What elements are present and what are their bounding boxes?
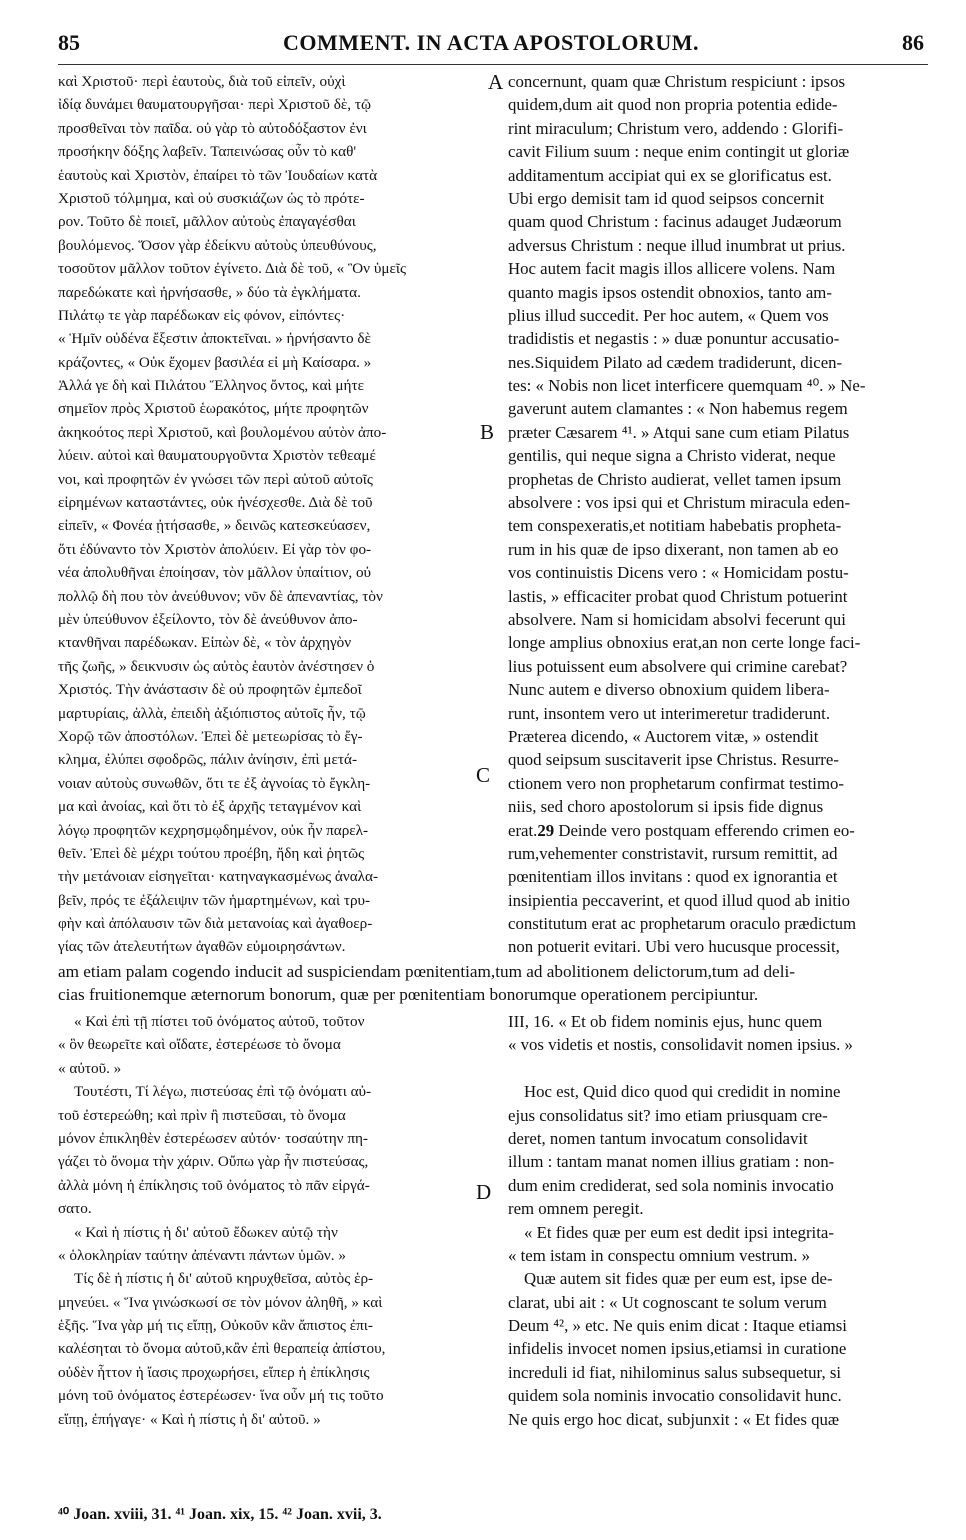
latin-line: concernunt, quam quæ Christum respiciunt : ipsos bbox=[508, 72, 845, 91]
greek-line: θεῖν. Ἐπεὶ δὲ μέχρι τούτου προέβη, ἤδη καὶ ῥητῶς bbox=[58, 844, 365, 862]
latin-line: quidem sola nominis invocatio consolidavit hunc. bbox=[508, 1386, 842, 1406]
latin-line: quam quod Christum : facinus adauget Judæorum bbox=[508, 212, 842, 232]
latin-line: nes.Siquidem Pilato ad cædem tradiderunt, dicen- bbox=[508, 352, 843, 372]
greek-line: ἰδίᾳ δυνάμει θαυματουργῆσαι· περὶ Χριστοῦ δὲ, τῷ bbox=[58, 96, 371, 114]
latin-line: « tem istam in conspectu omnium vestrum. » bbox=[508, 1245, 811, 1265]
greek-column-2 bbox=[58, 1010, 488, 1431]
greek-line: φὴν καὶ ἀπόλαυσιν τῶν διὰ μετανοίας καὶ ἀγαθοερ- bbox=[58, 915, 373, 933]
greek-line: Χριστοῦ τόλμημα, καὶ οὐ συσκιάζων ὡς τὸ πρότε- bbox=[58, 189, 365, 207]
latin-line: increduli id fiat, nihilominus salus subsequetur, si bbox=[508, 1362, 842, 1382]
greek-line: « ὃν θεωρεῖτε καὶ οἴδατε, ἐστερέωσε τὸ ὄνομα bbox=[58, 1036, 341, 1054]
latin-line: deret, nomen tantum invocatum consolidavit bbox=[508, 1128, 808, 1148]
greek-line: τοῦ ἐστερεώθη; καὶ πρὶν ἢ πιστεῦσαι, τὸ ὄνομα bbox=[58, 1106, 346, 1124]
latin-line: runt, insontem vero ut interimeretur tradiderunt. bbox=[508, 703, 831, 723]
latin-line: quanto magis ipsos ostendit obnoxios, tanto am- bbox=[508, 282, 832, 302]
latin-line: « Et fides quæ per eum est dedit ipsi integrita- bbox=[524, 1222, 834, 1242]
greek-line: « Καὶ ἐπὶ τῇ πίστει τοῦ ὀνόματος αὐτοῦ, τοῦτον bbox=[74, 1013, 365, 1030]
latin-line: Quæ autem sit fides quæ per eum est, ipse de- bbox=[524, 1269, 833, 1289]
greek-line: εἴπῃ, ἐπήγαγε· « Καὶ ἡ πίστις ἡ δι' αὐτοῦ. » bbox=[58, 1410, 321, 1428]
latin-line: illum : tantam manat nomen illius gratiam : non- bbox=[508, 1152, 835, 1172]
latin-line: plius illud succedit. Per hoc autem, « Quem vos bbox=[508, 305, 829, 325]
latin-line: præter Cæsarem ⁴¹. » Atqui sane cum etiam Pilatus bbox=[508, 422, 850, 442]
greek-line: νέα ἀπολυθῆναι ἐποίησαν, τὸν μᾶλλον ὑπαίτιον, οὐ bbox=[58, 564, 372, 582]
latin-line-text: erat. bbox=[508, 820, 538, 840]
latin-line: gentilis, qui neque signa a Christo viderat, neque bbox=[508, 446, 836, 466]
page-number-right: 86 bbox=[902, 30, 924, 55]
greek-column-1 bbox=[58, 70, 491, 959]
greek-line: Ἀλλά γε δὴ καὶ Πιλάτου Ἕλληνος ὄντος, καὶ μήτε bbox=[58, 377, 364, 395]
margin-marker-d: D bbox=[476, 1180, 492, 1204]
greek-line: σημεῖον πρὸς Χριστοῦ ἑωρακότος, μήτε προφητῶν bbox=[58, 400, 369, 418]
greek-line: τὴν μετάνοιαν εἰσηγεῖται· κατηναγκασμένως ἀναλα- bbox=[58, 868, 379, 886]
greek-line: νοιαν αὐτοὺς συνωθῶν, ὅτι τε ἐξ ἀγνοίας τὸ ἔγκλη- bbox=[58, 774, 371, 792]
greek-line: μα καὶ ἀνοίας, καὶ ὅτι τὸ ἐξ ἀρχῆς τεταγμένον καὶ bbox=[58, 798, 362, 816]
greek-line: μόνον ἐπικληθὲν ἐστερέωσεν αὐτόν· τοσαύτην πη- bbox=[58, 1129, 368, 1147]
greek-line: καὶ Χριστοῦ· περὶ ἑαυτοὺς, διὰ τοῦ εἰπεῖν, οὐχὶ bbox=[58, 73, 346, 90]
latin-line: lius potuissent eum absolvere qui crimine carebat? bbox=[508, 656, 848, 676]
greek-line: « ὁλοκληρίαν ταύτην ἀπέναντι πάντων ὑμῶν. » bbox=[58, 1246, 346, 1264]
greek-line: κλημα, ἐλύπει σφοδρῶς, πάλιν ἀνίησιν, ἐπὶ μετά- bbox=[58, 751, 358, 769]
greek-line: μηνεύει. « Ἵνα γινώσκωσί σε τὸν μόνον ἀληθῆ, » καὶ bbox=[58, 1293, 383, 1311]
greek-line: γίας τῶν ἀτελευτήτων ἀγαθῶν εὐμοιρησάντων. bbox=[58, 938, 346, 956]
latin-line: Ubi ergo demisit tam id quod seipsos concernit bbox=[508, 188, 825, 208]
latin-line: lastis, » efficaciter probat quod Christum potuerint bbox=[508, 586, 848, 606]
greek-line: τοσοῦτον μᾶλλον τοῦτον ἐγίνετο. Διὰ δὲ τοῦ, « Ὃν ὑμεῖς bbox=[58, 260, 406, 278]
latin-line: niis, sed choro apostolorum si ipsis fide dignus bbox=[508, 797, 824, 817]
greek-line: ἀκηκοότος περὶ Χριστοῦ, καὶ βουλομένου αὐτὸν ἀπο- bbox=[58, 423, 387, 441]
greek-line: εἰρημένων καταστάντες, οὐκ ἠνέσχεσθε. Διὰ δὲ τοῦ bbox=[58, 494, 373, 512]
greek-line: ὅτι ἐδύναντο τὸν Χριστὸν ἀπολύειν. Εἰ γὰρ τὸν φο- bbox=[58, 540, 372, 558]
full-width-line: cias fruitionemque æternorum bonorum, quæ per pœnitentiam bonorumque operationem percipiuntur. bbox=[58, 985, 759, 1005]
latin-line: « vos videtis et nostis, consolidavit nomen ipsius. » bbox=[508, 1035, 853, 1055]
greek-line: βεῖν, πρός τε ἐξάλειψιν τῶν ἡμαρτημένων, καὶ τρυ- bbox=[58, 891, 371, 909]
greek-line: πολλῷ δὴ που τὸν ἀνεύθυνον; νῦν δὲ ἀπεναντίας, τὸν bbox=[58, 587, 383, 605]
latin-line: quidem,dum ait quod non propria potentia edide- bbox=[508, 95, 838, 115]
greek-line: οὐδὲν ἧττον ἡ ἴασις προχωρήσει, εἴπερ ἡ ἐπίκλησις bbox=[58, 1363, 370, 1381]
latin-line: insipientia peccaverint, et quod illud quod ab initio bbox=[508, 890, 851, 910]
latin-line: quod seipsum suscitaverit ipse Christus. Resurre- bbox=[508, 750, 839, 770]
latin-line: constitutum erat ac prophetarum oraculo prædictum bbox=[508, 914, 857, 934]
full-width-line: am etiam palam cogendo inducit ad suspiciendam pœnitentiam,tum ad abolitionem delictorum,tum ad deli- bbox=[58, 962, 795, 981]
latin-line: dum enim crediderat, sed sola nominis invocatio bbox=[508, 1175, 834, 1195]
latin-line: rum in his quæ de ipso dixerant, non tamen ab eo bbox=[508, 539, 839, 559]
greek-line: λύειν. αὐτοὶ καὶ θαυματουργοῦντα Χριστὸν τεθεαμέ bbox=[58, 447, 376, 465]
latin-line: non potuerit evitari. Ubi vero hucusque processit, bbox=[508, 937, 840, 957]
latin-line: tes: « Nobis non licet interficere quemquam ⁴⁰. » Ne- bbox=[508, 376, 866, 396]
running-title: COMMENT. IN ACTA APOSTOLORUM. bbox=[282, 30, 700, 55]
header-rule bbox=[58, 64, 928, 65]
greek-line: σατο. bbox=[58, 1200, 92, 1218]
running-header bbox=[58, 30, 924, 64]
greek-line: γάζει τὸ ὄνομα τὴν χάριν. Οὔπω γὰρ ἦν πιστεύσας, bbox=[58, 1153, 369, 1171]
latin-line: ctionem vero non prophetarum confirmat testimo- bbox=[508, 773, 844, 793]
latin-line: tradidistis et negastis : » duæ ponuntur accusatio- bbox=[508, 329, 840, 349]
greek-line: κτανθῆναι παρέδωκαν. Εἰπὼν δὲ, « τὸν ἀρχηγὸν bbox=[58, 634, 352, 652]
latin-line: Præterea dicendo, « Auctorem vitæ, » ostendit bbox=[508, 726, 819, 746]
latin-column-2 bbox=[508, 1010, 928, 1431]
latin-line: Nunc autem e diverso obnoxium quidem libera- bbox=[508, 680, 830, 700]
greek-line: εἰπεῖν, « Φονέα ᾐτήσασθε, » δεινῶς κατεσκεύασεν, bbox=[58, 517, 371, 535]
latin-line: gaverunt autem clamantes : « Non habemus regem bbox=[508, 399, 848, 419]
greek-line: ἑαυτοὺς καὶ Χριστὸν, ἐπαίρει τὸ τῶν Ἰουδαίων κατὰ bbox=[58, 166, 378, 184]
latin-column-1 bbox=[508, 70, 928, 959]
margin-marker-a: A bbox=[488, 70, 504, 94]
full-width-paragraph bbox=[58, 960, 928, 1007]
greek-line: ἀλλὰ μόνη ἡ ἐπίκλησις τοῦ ὀνόματος τὸ πᾶν εἰργά- bbox=[58, 1176, 370, 1194]
latin-line: rint miraculum; Christum vero, addendo : Glorifi- bbox=[508, 118, 844, 138]
latin-line: Deum ⁴², » etc. Ne quis enim dicat : Itaque etiamsi bbox=[508, 1316, 847, 1336]
greek-line: Χορῷ τῶν ἀποστόλων. Ἐπεὶ δὲ μετεωρίσας τὸ ἔγ- bbox=[58, 727, 363, 745]
latin-line: longe amplius obnoxius erat,an non certe longe faci- bbox=[508, 633, 861, 653]
greek-line: μὲν ὑπεύθυνον ἐξείλοντο, τὸν δὲ ἀνεύθυνον ἀπο- bbox=[58, 610, 358, 628]
latin-line bbox=[508, 819, 928, 842]
latin-line: rum,vehementer constristavit, rursum remittit, ad bbox=[508, 843, 838, 863]
latin-line: adversus Christum : neque illud inumbrat ut prius. bbox=[508, 235, 846, 255]
latin-line: Ne quis ergo hoc dicat, subjunxit : « Et fides quæ bbox=[508, 1409, 840, 1429]
greek-line: Πιλάτῳ τε γὰρ παρέδωκαν εἰς φόνον, εἰπόντες· bbox=[58, 306, 346, 324]
page-number-left: 85 bbox=[58, 30, 80, 55]
greek-line: καλέσηται τὸ ὄνομα αὐτοῦ,κἂν ἐπὶ θεραπείᾳ ἀπίστου, bbox=[58, 1340, 386, 1358]
greek-line: « Καὶ ἡ πίστις ἡ δι' αὐτοῦ ἔδωκεν αὐτῷ τὴν bbox=[74, 1223, 338, 1241]
latin-line: Hoc autem facit magis illos allicere volens. Nam bbox=[508, 259, 836, 279]
latin-line: Hoc est, Quid dico quod qui credidit in nomine bbox=[524, 1082, 841, 1102]
greek-line: λόγῳ προφητῶν κεχρησμῳδημένον, οὐκ ἦν παρελ- bbox=[58, 821, 369, 839]
latin-line: prophetas de Christo audierat, vellet tamen ipsum bbox=[508, 469, 842, 489]
latin-line: tem conspexeratis,et notitiam habebatis propheta- bbox=[508, 516, 842, 536]
greek-line: κράζοντες, « Οὐκ ἔχομεν βασιλέα εἰ μὴ Καίσαρα. » bbox=[58, 353, 372, 371]
latin-line: III, 16. « Et ob fidem nominis ejus, hunc quem bbox=[508, 1012, 823, 1031]
greek-line: Τουτέστι, Τί λέγω, πιστεύσας ἐπὶ τῷ ὀνόματι αὐ- bbox=[74, 1083, 372, 1101]
greek-line: « Ἡμῖν οὐδένα ἔξεστιν ἀποκτεῖναι. » ἠρνήσαντο δὲ bbox=[58, 330, 371, 348]
greek-line: τῆς ζωῆς, » δεικνυσιν ὡς αὐτὸς ἑαυτὸν ἀνέστησεν ὁ bbox=[58, 657, 375, 675]
greek-line: μαρτυρίαις, ἀλλὰ, ἐπειδὴ ἀξιόπιστος αὐτοῖς ἦν, τῷ bbox=[58, 704, 366, 722]
latin-line bbox=[508, 1057, 928, 1080]
greek-line: μόνη τοῦ ὀνόματος ἐστερέωσεν· ἵνα οὖν μή τις τοῦτο bbox=[58, 1387, 384, 1405]
latin-line: additamentum accipiat qui ex se glorificatus est. bbox=[508, 165, 832, 185]
latin-line: clarat, ubi ait : « Ut cognoscant te solum verum bbox=[508, 1292, 827, 1312]
latin-line: rem omnem peregit. bbox=[508, 1199, 644, 1219]
greek-line: προσθεῖναι τὸν παῖδα. οὐ γὰρ τὸ αὐτοδόξαστον ἐνι bbox=[58, 119, 367, 137]
latin-line: absolvere : vos ipsi qui et Christum miracula eden- bbox=[508, 493, 851, 513]
greek-line: ἑξῆς. Ἵνα γὰρ μή τις εἴπῃ, Οὐκοῦν κἂν ἄπιστος ἐπι- bbox=[58, 1317, 373, 1335]
greek-line: Τίς δὲ ἡ πίστις ἡ δι' αὐτοῦ κηρυχθεῖσα, αὐτὸς ἑρ- bbox=[74, 1270, 374, 1288]
latin-line: ejus consolidatus sit? imo etiam priusquam cre- bbox=[508, 1105, 828, 1125]
latin-line: pœnitentiam illos invitans : quod ex ignorantia et bbox=[508, 867, 838, 887]
greek-line: παρεδώκατε καὶ ἠρνήσασθε, » δύο τὰ ἐγκλήματα. bbox=[58, 283, 361, 301]
greek-line: Χριστός. Τὴν ἀνάστασιν δὲ οὐ προφητῶν ἐμπεδοῖ bbox=[58, 681, 362, 699]
greek-line: προσήκην δόξης λαβεῖν. Ταπεινώσας οὖν τὸ καθ' bbox=[58, 143, 357, 161]
greek-line: νοι, καὶ προφητῶν ἐν γνώσει τῶν περὶ αὐτοῦ αὐτοῖς bbox=[58, 470, 373, 488]
greek-line: ρον. Τοῦτο δὲ ποιεῖ, μᾶλλον αὐτοὺς ἐπαγαγέσθαι bbox=[58, 213, 356, 231]
section-number: 29 bbox=[537, 820, 555, 840]
latin-line: absolvere. Nam si homicidam absolvi fecerunt qui bbox=[508, 609, 846, 629]
footnotes: ⁴⁰ Joan. xviii, 31. ⁴¹ Joan. xix, 15. ⁴² Joan. xvii, 3. bbox=[58, 1506, 382, 1523]
greek-line: βουλόμενος. Ὅσον γὰρ ἐδείκνυ αὐτοὺς ὑπευθύνους, bbox=[58, 236, 377, 254]
latin-line: infidelis invocet nomen ipsius,etiamsi in curatione bbox=[508, 1339, 847, 1359]
greek-line: « αὐτοῦ. » bbox=[58, 1059, 122, 1077]
latin-line: vos continuistis Dicens vero : « Homicidam postu- bbox=[508, 563, 849, 583]
latin-line-text: Deinde vero postquam efferendo crimen eo- bbox=[554, 820, 855, 840]
margin-marker-c: C bbox=[476, 763, 491, 787]
latin-line: cavit Filium suum : neque enim contingit ut gloriæ bbox=[508, 142, 850, 162]
margin-marker-b: B bbox=[480, 420, 495, 444]
